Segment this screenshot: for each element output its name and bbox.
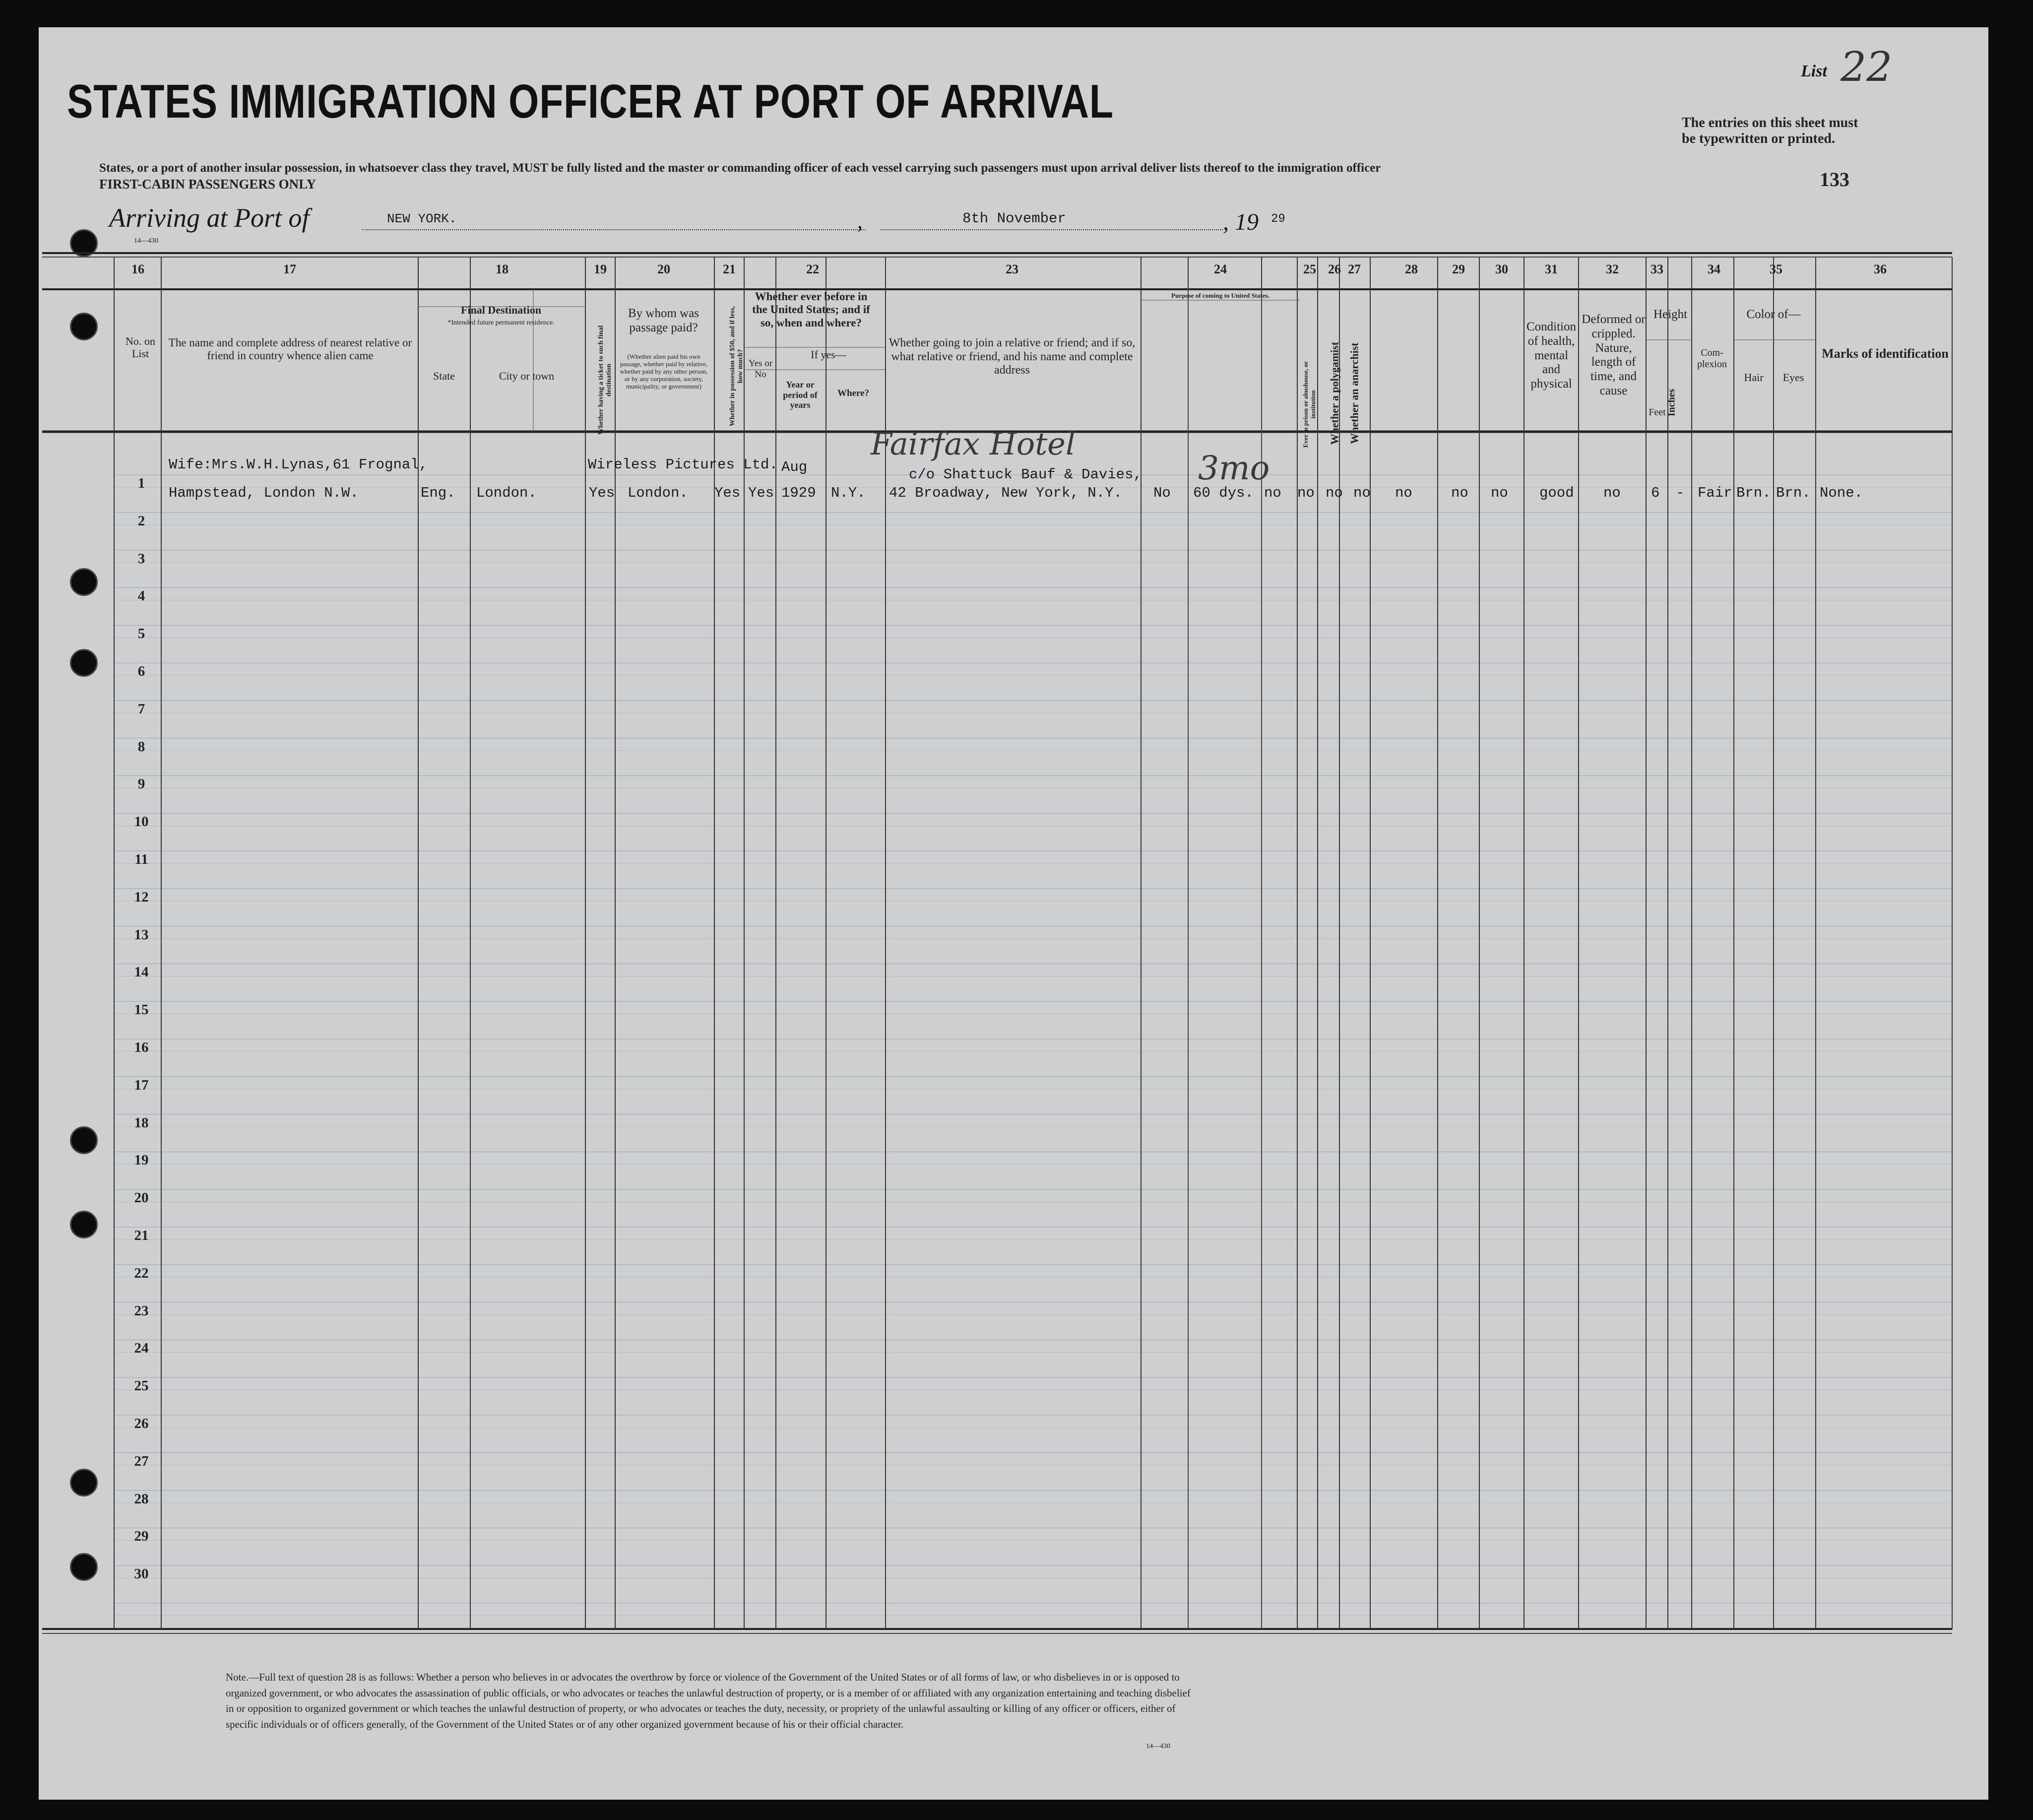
row-number: 17 — [134, 1077, 149, 1093]
row-number: 28 — [134, 1491, 149, 1507]
column-number: 18 — [496, 262, 508, 276]
list-label: List — [1801, 62, 1827, 80]
cell-paid-by-1: Wireless Pictures Ltd. — [588, 456, 778, 473]
column-number: 35 — [1770, 262, 1782, 276]
row-number: 27 — [134, 1453, 149, 1469]
column-number: 21 — [723, 262, 736, 276]
column-number: 36 — [1874, 262, 1887, 276]
arriving-label: Arriving at Port of — [109, 203, 310, 233]
cell-feet: 6 — [1651, 485, 1660, 501]
header-anarchist: Whether an anarchist — [1348, 342, 1361, 444]
header-inches: Inches — [1666, 389, 1677, 417]
column-number: 29 — [1452, 262, 1465, 276]
row-number: 18 — [134, 1114, 149, 1131]
relative-line-1: Wife:Mrs.W.H.Lynas,61 Frognal, — [169, 456, 428, 473]
cell-prison: no — [1297, 485, 1315, 501]
row-number: 23 — [134, 1302, 149, 1319]
cell-before-year-1: Aug — [781, 459, 808, 475]
column-number: 24 — [1214, 262, 1227, 276]
row-number: 29 — [134, 1528, 149, 1545]
row-number: 30 — [134, 1566, 149, 1582]
sheet-number: 133 — [1820, 168, 1849, 191]
header-complexion: Com- plexion — [1697, 347, 1727, 370]
header-height: Height — [1653, 308, 1688, 321]
cell-q28: no — [1395, 485, 1412, 501]
class-line: FIRST-CABIN PASSENGERS ONLY — [99, 177, 317, 192]
cell-city: London. — [476, 485, 537, 501]
row-number: 3 — [137, 550, 145, 567]
cell-before-year-2: 1929 — [781, 485, 816, 501]
comma-separator: , — [857, 209, 863, 233]
row-number: 14 — [134, 964, 149, 980]
column-number: 32 — [1606, 262, 1619, 276]
cell-state: Eng. — [421, 485, 455, 501]
port-underline — [362, 229, 866, 230]
header-has-50: Whether in possession of $50, and if less, how much? — [728, 306, 744, 427]
column-number: 27 — [1348, 262, 1361, 276]
header-if-yes: If yes— — [811, 348, 846, 361]
row-number: 6 — [137, 663, 145, 679]
row-number: 10 — [134, 814, 149, 830]
header-city: City or town — [499, 370, 555, 382]
header-ever-in-prison: Ever in prison or almshouse, or institution — [1302, 361, 1317, 448]
header-state: State — [433, 370, 455, 382]
list-number: 22 — [1841, 44, 1893, 91]
entries-note-1: The entries on this sheet must — [1682, 115, 1858, 130]
cell-deformed: no — [1603, 485, 1621, 501]
column-number: 17 — [283, 262, 296, 276]
form-code-bottom: 14—430 — [1146, 1743, 1170, 1750]
row-number: 20 — [134, 1190, 149, 1206]
cell-complexion: Fair — [1698, 485, 1732, 501]
row-number: 12 — [134, 889, 149, 905]
column-number: 22 — [806, 262, 819, 276]
header-ticket: Whether having a ticket to such final destination — [597, 325, 613, 435]
header-yes-no: Yes or No — [748, 358, 773, 380]
cell-q30: no — [1491, 485, 1508, 501]
header-polygamist: Whether a polygamist — [1328, 341, 1341, 445]
cell-length-of-stay: 60 dys. — [1193, 485, 1254, 501]
cell-eyes: Brn. — [1776, 485, 1811, 501]
column-number: 28 — [1405, 262, 1418, 276]
row-number: 13 — [134, 926, 149, 943]
row-number: 9 — [137, 776, 145, 792]
page-title: STATES IMMIGRATION OFFICER AT PORT OF ARRIVAL — [67, 75, 1114, 128]
column-number: 33 — [1651, 262, 1663, 276]
subtitle-line: States, or a port of another insular possession, in whatsoever class they travel, MUST be fully listed and the master or commanding officer of each vessel carrying such passengers must upon arrival deliver lists thereof to the immigration officer — [99, 161, 1381, 175]
cell-ticket: Yes — [589, 485, 615, 501]
header-health: Condition of health, mental and physical — [1526, 320, 1576, 390]
row-number: 24 — [134, 1340, 149, 1357]
date-underline — [881, 229, 1223, 230]
header-ever-before: Whether ever before in the United States; and if so, when and where? — [752, 290, 870, 329]
cell-polygamist: no — [1326, 485, 1343, 501]
cell-has-50: Yes — [714, 485, 741, 501]
cell-before-yes: Yes — [748, 485, 774, 501]
column-number: 16 — [131, 262, 144, 276]
year-prefix: , 19 — [1223, 209, 1259, 235]
port-value: NEW YORK. — [387, 211, 457, 226]
cell-purpose-return: No — [1153, 485, 1171, 501]
cell-join-2: 42 Broadway, New York, N.Y. — [889, 485, 1122, 501]
header-where: Where? — [837, 388, 870, 398]
row-number: 5 — [137, 626, 145, 642]
header-feet: Feet — [1649, 407, 1666, 418]
footnote-question-28: Note.—Full text of question 28 is as follows: Whether a person who believes in or advocates the overthrow by force or violence of the Government of the United States or of all forms of law, or who disbelieves in or is opposed to organized government, or who advocates the assassination of public officials, or who advocates or teaches the unlawful destruction of property, or is a member of or affiliated with any organization entertaining and teaching disbelief in or opposition to organized government or which teaches the unlawful destruction of property, or who advocates or teaches the duty, necessity, or propriety of the unlawful assaulting or killing of any officer or officers, either of specific individuals or of officers generally, of the Government of the United States or of any other organized government because of his or their official character. — [226, 1671, 1191, 1730]
header-join-relative: Whether going to join a relative or friend; and if so, what relative or friend, and his name and complete address — [889, 336, 1136, 377]
row-number: 8 — [137, 738, 145, 755]
row-number: 7 — [137, 701, 145, 717]
row-number: 16 — [134, 1040, 149, 1055]
header-eyes: Eyes — [1782, 371, 1804, 384]
column-number: 25 — [1303, 262, 1316, 276]
header-color-of: Color of— — [1746, 308, 1801, 321]
row-number: 21 — [134, 1228, 149, 1243]
column-number: 20 — [657, 262, 670, 276]
row-number: 4 — [137, 588, 145, 604]
cell-c24c: no — [1264, 485, 1281, 501]
column-number: 26 — [1328, 262, 1341, 276]
column-number: 19 — [594, 262, 607, 276]
cell-marks: None. — [1820, 485, 1863, 501]
header-nearest-relative: The name and complete address of nearest relative or friend in country whence alien came — [168, 336, 412, 362]
row-number: 19 — [134, 1152, 149, 1169]
relative-line-2: Hampstead, London N.W. — [169, 485, 359, 501]
cell-before-where: N.Y. — [831, 485, 866, 501]
row-number: 11 — [134, 851, 148, 867]
handwritten-stay-correction: 3mo — [1198, 449, 1270, 487]
handwritten-fairfax-hotel: Fairfax Hotel — [871, 426, 1076, 462]
row-number: 25 — [134, 1378, 149, 1394]
header-marks: Marks of identification — [1822, 346, 1949, 361]
column-number: 30 — [1495, 262, 1508, 276]
entries-note-2: be typewritten or printed. — [1682, 131, 1835, 146]
cell-q29: no — [1451, 485, 1468, 501]
row-number: 2 — [137, 513, 145, 529]
cell-join-1: c/o Shattuck Bauf & Davies, — [909, 466, 1142, 483]
cell-hair: Brn. — [1736, 485, 1771, 501]
header-final-destination: Final Destination — [461, 304, 541, 316]
header-purpose: Purpose of coming to United States. — [1171, 292, 1270, 299]
header-year-period: Year or period of years — [783, 380, 818, 410]
date-value: 8th November — [962, 210, 1066, 227]
header-hair: Hair — [1744, 371, 1764, 384]
cell-inches: - — [1676, 485, 1685, 501]
year-suffix: 29 — [1271, 212, 1285, 226]
row-number: 1 — [137, 475, 145, 491]
header-deformed: Deformed or crippled. Nature, length of time, and cause — [1582, 313, 1646, 397]
column-number: 23 — [1006, 262, 1018, 276]
header-passage-paid: By whom was passage paid? — [628, 307, 699, 334]
header-no-on-list: No. on List — [126, 335, 155, 360]
cell-health: good — [1539, 485, 1574, 501]
cell-paid-by-2: London. — [628, 485, 688, 501]
row-number: 22 — [134, 1265, 149, 1281]
row-number: 26 — [134, 1416, 149, 1431]
column-number: 34 — [1708, 262, 1720, 276]
form-code-top: 14—430 — [134, 237, 158, 245]
cell-anarchist: no — [1353, 485, 1371, 501]
row-number: 15 — [134, 1002, 149, 1018]
column-number: 31 — [1545, 262, 1558, 276]
header-passage-paid-note: (Whether alien paid his own passage, whether paid by relative, whether paid by any other person, or by any corporation, society, municipality, or government) — [620, 353, 708, 390]
header-final-destination-note: *Intended future permanent residence. — [447, 319, 555, 326]
